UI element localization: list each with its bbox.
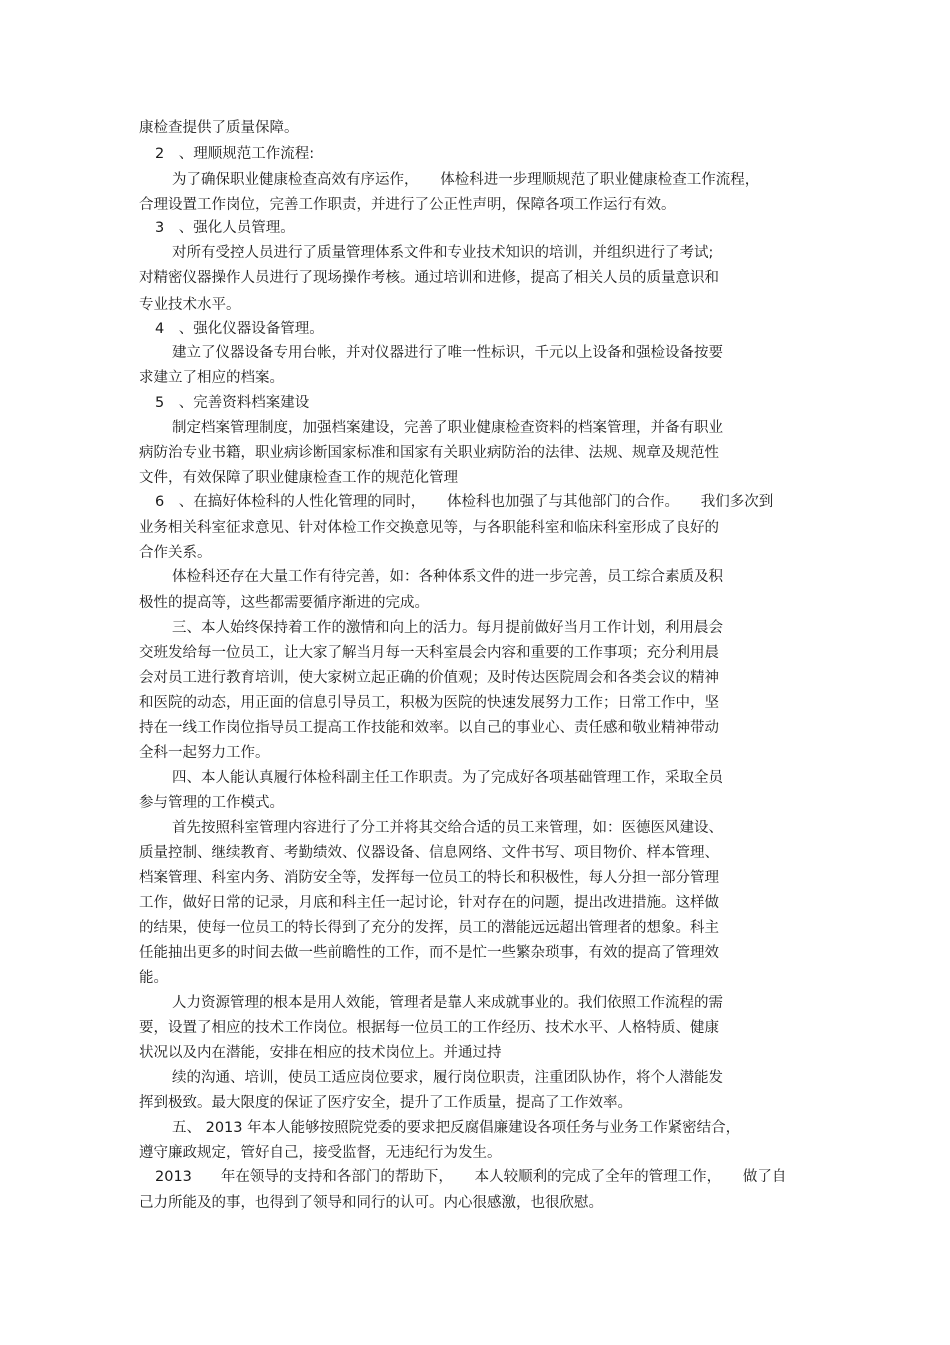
text-line: 遵守廉政规定，管好自己，接受监督，无违纪行为发生。 xyxy=(139,1145,502,1161)
text-line: 会对员工进行教育培训，使大家树立起正确的价值观；及时传达医院周会和各类会议的精神 xyxy=(139,670,719,686)
text-line: 状况以及内在潜能，安排在相应的技术岗位上。并通过持 xyxy=(139,1045,502,1061)
section-heading: 3 、强化人员管理。 xyxy=(155,220,295,236)
text-line: 挥到极致。最大限度的保证了医疗安全，提升了工作质量，提高了工作效率。 xyxy=(139,1095,632,1111)
text-line: 2013 年在领导的支持和各部门的帮助下， 本人较顺利的完成了全年的管理工作， 做了自 xyxy=(155,1169,787,1185)
text-line: 续的沟通、培训，使员工适应岗位要求，履行岗位职责，注重团队协作，将个人潜能发 xyxy=(172,1070,723,1086)
text-line: 人力资源管理的根本是用人效能，管理者是靠人来成就事业的。我们依照工作流程的需 xyxy=(172,995,723,1011)
text-line: 三、本人始终保持着工作的激情和向上的活力。每月提前做好当月工作计划，利用晨会 xyxy=(172,620,723,636)
text-line: 交班发给每一位员工，让大家了解当月每一天科室晨会内容和重要的工作事项；充分利用晨 xyxy=(139,645,719,661)
section-heading: 2 、理顺规范工作流程: xyxy=(155,146,315,162)
text-line: 极性的提高等，这些都需要循序渐进的完成。 xyxy=(139,595,429,611)
text-line: 文件，有效保障了职业健康检查工作的规范化管理 xyxy=(139,470,458,486)
text-line: 质量控制、继续教育、考勤绩效、仪器设备、信息网络、文件书写、项目物价、样本管理、 xyxy=(139,845,719,861)
text-line: 建立了仪器设备专用台帐，并对仪器进行了唯一性标识，千元以上设备和强检设备按要 xyxy=(172,345,723,361)
text-line: 为了确保职业健康检查高效有序运作， 体检科进一步理顺规范了职业健康检查工作流程， xyxy=(172,172,760,188)
text-line: 对精密仪器操作人员进行了现场操作考核。通过培训和进修，提高了相关人员的质量意识和 xyxy=(139,270,719,286)
text-line: 任能抽出更多的时间去做一些前瞻性的工作，而不是忙一些繁杂琐事，有效的提高了管理效 xyxy=(139,945,719,961)
text-line: 和医院的动态，用正面的信息引导员工，积极为医院的快速发展努力工作；日常工作中，坚 xyxy=(139,695,719,711)
text-line: 对所有受控人员进行了质量管理体系文件和专业技术知识的培训，并组织进行了考试; xyxy=(172,245,714,261)
text-line: 全科一起努力工作。 xyxy=(139,745,270,761)
section-heading: 4 、强化仪器设备管理。 xyxy=(155,321,324,337)
text-line: 参与管理的工作模式。 xyxy=(139,795,284,811)
text-line: 康检查提供了质量保障。 xyxy=(139,120,299,136)
text-line: 合作关系。 xyxy=(139,545,212,561)
text-line: 要，设置了相应的技术工作岗位。根据每一位员工的工作经历、技术水平、人格特质、健康 xyxy=(139,1020,719,1036)
text-line: 制定档案管理制度，加强档案建设，完善了职业健康检查资料的档案管理，并备有职业 xyxy=(172,420,723,436)
text-line: 的结果，使每一位员工的特长得到了充分的发挥，员工的潜能远远超出管理者的想象。科主 xyxy=(139,920,719,936)
text-line: 档案管理、科室内务、消防安全等，发挥每一位员工的特长和积极性，每人分担一部分管理 xyxy=(139,870,719,886)
text-line: 工作，做好日常的记录，月底和科主任一起讨论，针对存在的问题，提出改进措施。这样做 xyxy=(139,895,719,911)
text-line: 体检科还存在大量工作有待完善，如：各种体系文件的进一步完善，员工综合素质及积 xyxy=(172,569,723,585)
text-line: 专业技术水平。 xyxy=(139,297,241,313)
section-heading: 5 、完善资料档案建设 xyxy=(155,395,310,411)
text-line: 四、本人能认真履行体检科副主任工作职责。为了完成好各项基础管理工作，采取全员 xyxy=(172,770,723,786)
text-line: 能。 xyxy=(139,970,168,986)
text-line: 首先按照科室管理内容进行了分工并将其交给合适的员工来管理，如：医德医风建设、 xyxy=(172,820,723,836)
text-line: 持在一线工作岗位指导员工提高工作技能和效率。以自己的事业心、责任感和敬业精神带动 xyxy=(139,720,719,736)
text-line: 合理设置工作岗位，完善工作职责，并进行了公正性声明，保障各项工作运行有效。 xyxy=(139,197,676,213)
text-line: 求建立了相应的档案。 xyxy=(139,370,284,386)
section-heading: 6 、在搞好体检科的人性化管理的同时， 体检科也加强了与其他部门的合作。 我们多次到 xyxy=(155,494,774,510)
text-line: 业务相关科室征求意见、针对体检工作交换意见等，与各职能科室和临床科室形成了良好的 xyxy=(139,520,719,536)
text-line: 病防治专业书籍，职业病诊断国家标准和国家有关职业病防治的法律、法规、规章及规范性 xyxy=(139,445,719,461)
text-line: 五、 2013 年本人能够按照院党委的要求把反腐倡廉建设各项任务与业务工作紧密结合， xyxy=(172,1120,741,1136)
text-line: 己力所能及的事，也得到了领导和同行的认可。内心很感激，也很欣慰。 xyxy=(139,1195,603,1211)
